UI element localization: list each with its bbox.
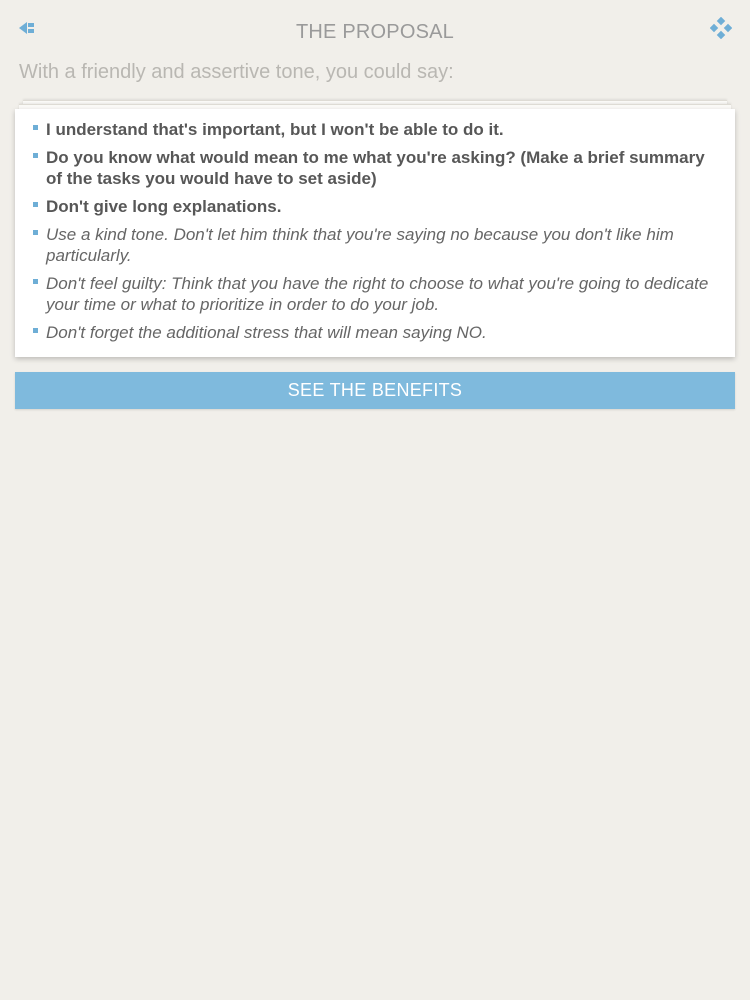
- diamond-dots-icon: [710, 17, 732, 39]
- bullet-icon: [33, 125, 38, 130]
- list-item: [33, 196, 719, 217]
- tip-text: Use a kind tone. Don't let him think that you're saying no because you don't like him particularly.: [46, 225, 674, 265]
- page-title: THE PROPOSAL: [296, 21, 454, 43]
- tip-text: I understand that's important, but I won't be able to do it.: [46, 120, 504, 139]
- list-item: [33, 147, 719, 189]
- list-item: [33, 322, 719, 343]
- tip-text: Don't forget the additional stress that will mean saying NO.: [46, 323, 487, 342]
- intro-text: With a friendly and assertive tone, you could say:: [19, 61, 454, 83]
- see-benefits-button[interactable]: SEE THE BENEFITS: [15, 372, 735, 409]
- header-bar: [0, 0, 750, 60]
- list-item: [33, 273, 719, 315]
- menu-button[interactable]: [710, 17, 732, 39]
- tip-text: Don't give long explanations.: [46, 197, 282, 216]
- bullet-icon: [33, 202, 38, 207]
- tips-card: [15, 109, 735, 357]
- bullet-icon: [33, 279, 38, 284]
- bullet-icon: [33, 230, 38, 235]
- tips-list: [15, 109, 735, 343]
- tip-text: Don't feel guilty: Think that you have the right to choose to what you're going to dedicate your time or what to prioritize in order to do your job.: [46, 274, 709, 314]
- tip-text: Do you know what would mean to me what you're asking? (Make a brief summary of the tasks you would have to set aside): [46, 148, 705, 188]
- bullet-icon: [33, 153, 38, 158]
- list-item: [33, 224, 719, 266]
- list-item: [33, 119, 719, 140]
- bullet-icon: [33, 328, 38, 333]
